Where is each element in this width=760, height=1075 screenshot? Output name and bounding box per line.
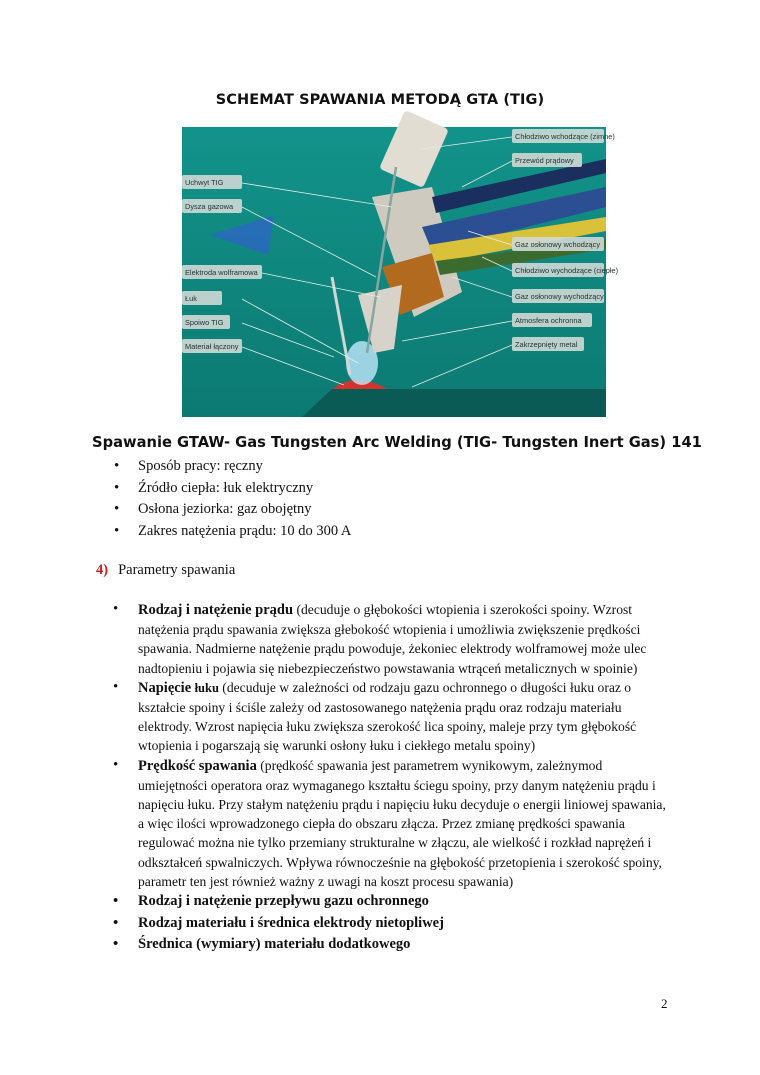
list-item bbox=[108, 600, 668, 678]
param-lead: Prędkość spawania bbox=[138, 757, 257, 774]
label-power-cable: Przewód prądowy bbox=[515, 156, 574, 165]
subsection-heading bbox=[96, 562, 235, 579]
list-item: • Sposób pracy: ręczny bbox=[108, 456, 351, 478]
list-item: • Źródło ciepła: łuk elektryczny bbox=[108, 478, 351, 500]
label-protective-atmosphere: Atmosfera ochronna bbox=[515, 316, 582, 325]
label-coolant-out: Chłodziwo wychodzące (ciepłe) bbox=[515, 266, 619, 275]
list-item: • Osłona jeziorka: gaz obojętny bbox=[108, 499, 351, 521]
welding-parameters-list bbox=[108, 600, 668, 956]
list-item: • Rodzaj i natężenie przepływu gazu ochronnego bbox=[108, 891, 668, 913]
param-text: (prędkość spawania jest parametrem wynikowym, zależnymod umiejętności operatora oraz wymaganego kształtu ściegu spoiny, przy danym natężeniu prądu i napięciu łuku. Przy stałym natężeniu prądu i napięciu łuku decyduje o energii liniowej spawania, a więc ilości wprowadzonego ciepła do obszaru złącza. Przez zmianę prędkości spawania regulować można nie tylko przemiany strukturalne w złączu, ale wielkość i rozkład naprężeń i odkształceń spwalniczych. Wpływa równocześnie na głębokość przetopienia i szerokość spoiny, parametr ten jest również ważny z uwagi na koszt procesu spawania) bbox=[138, 757, 666, 889]
section-title: Parametry spawania bbox=[118, 562, 236, 578]
label-arc: Łuk bbox=[185, 294, 197, 303]
section-heading: Spawanie GTAW- Gas Tungsten Arc Welding (TIG- Tungsten Inert Gas) 141 bbox=[92, 434, 702, 451]
list-item: • Średnica (wymiary) materiału dodatkowego bbox=[108, 934, 668, 956]
label-shielding-gas-out: Gaz osłonowy wychodzący bbox=[515, 292, 604, 301]
process-properties-list bbox=[108, 456, 351, 542]
param-lead: Napięcie bbox=[138, 679, 192, 696]
label-tig-filler: Spoiwo TIG bbox=[185, 318, 224, 327]
list-item bbox=[108, 678, 668, 756]
label-base-material: Materiał łączony bbox=[185, 342, 239, 351]
label-tungsten-electrode: Elektroda wolframowa bbox=[185, 268, 258, 277]
label-gas-nozzle: Dysza gazowa bbox=[185, 202, 234, 211]
list-item: • Zakres natężenia prądu: 10 do 300 A bbox=[108, 521, 351, 543]
label-coolant-in: Chłodziwo wchodzące (zimne) bbox=[515, 132, 615, 141]
param-lead-small: łuku bbox=[194, 680, 219, 695]
page-number: 2 bbox=[661, 996, 668, 1011]
param-text: (decuduje o głębokości wtopienia i szerokości spoiny. Wzrost natężenia prądu spawania zwiększa głebokość wtopienia i umożliwia zwiększenie prędkości spawania. Nadmierne natężenie prądu powoduje, żekoniec elektrody wolframowej może ulec nadtopieniu i pojawia się niebezpieczeństwo powstawania wtrąceń metalicznych w spoinie) bbox=[138, 602, 647, 676]
list-item bbox=[108, 756, 668, 891]
page-title: SCHEMAT SPAWANIA METODĄ GTA (TIG) bbox=[215, 92, 545, 108]
tig-welding-diagram bbox=[182, 127, 619, 417]
section-number: 4) bbox=[96, 562, 109, 578]
param-text: (decuduje w zależności od rodzaju gazu ochronnego o długości łuku oraz o kształcie spoiny i ściśle zależy od zastosowanego natężenia prądu oraz rodzaju materiału elektrody. Wzrost napięcia łuku zwiększa szerokość lica spoiny, maleje przy tym głębokość wtopienia i pogarszają się warunki osłony łuku i ciekłego metalu spoiny) bbox=[138, 679, 637, 754]
label-solidified-metal: Zakrzepnięty metal bbox=[515, 340, 578, 349]
label-tig-holder: Uchwyt TIG bbox=[185, 178, 224, 187]
label-shielding-gas-in: Gaz osłonowy wchodzący bbox=[515, 240, 601, 249]
param-lead: Rodzaj i natężenie prądu bbox=[138, 602, 294, 618]
list-item: • Rodzaj materiału i średnica elektrody nietopliwej bbox=[108, 913, 668, 935]
